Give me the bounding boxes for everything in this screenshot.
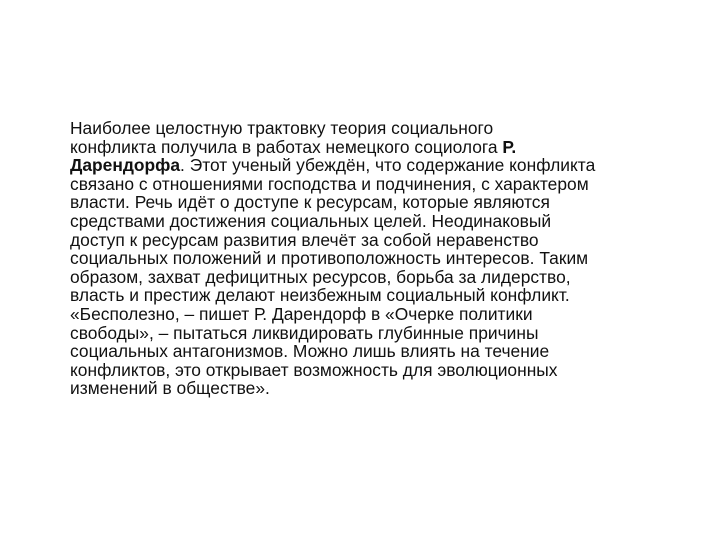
text-block [70, 119, 662, 398]
text-line: власти. Речь идёт о доступе к ресурсам, которые являются [70, 192, 550, 213]
text-line: средствами достижения социальных целей. Неодинаковый [70, 210, 552, 231]
text-line: свободы», – пытаться ликвидировать глубинные причины [70, 322, 539, 343]
text-line: образом, захват дефицитных ресурсов, борьба за лидерство, [70, 266, 571, 287]
bold-initial: Р. [502, 136, 517, 157]
text-line: «Бесполезно, – пишет Р. Дарендорф в «Очерке политики [70, 303, 533, 324]
bold-surname: Дарендорфа [70, 155, 181, 176]
text-line: Дарендорфа. Этот ученый убеждён, что содержание конфликта [70, 155, 596, 176]
text-line: конфликтов, это открывает возможность для эволюционных [70, 359, 558, 380]
text-line: социальных положений и противоположность интересов. Таким [70, 248, 589, 269]
text-line: Наиболее целостную трактовку теория социального [70, 118, 494, 138]
text-line: связано с отношениями господства и подчинения, с характером [70, 173, 589, 194]
text-line: изменений в обществе». [70, 378, 270, 399]
text-line: доступ к ресурсам развития влечёт за собой неравенство [70, 229, 539, 250]
text-line: социальных антагонизмов. Можно лишь влиять на течение [70, 341, 550, 362]
text-line: конфликта получила в работах немецкого социолога Р. [70, 136, 517, 157]
text-line: власть и престиж делают неизбежным социальный конфликт. [70, 285, 570, 306]
